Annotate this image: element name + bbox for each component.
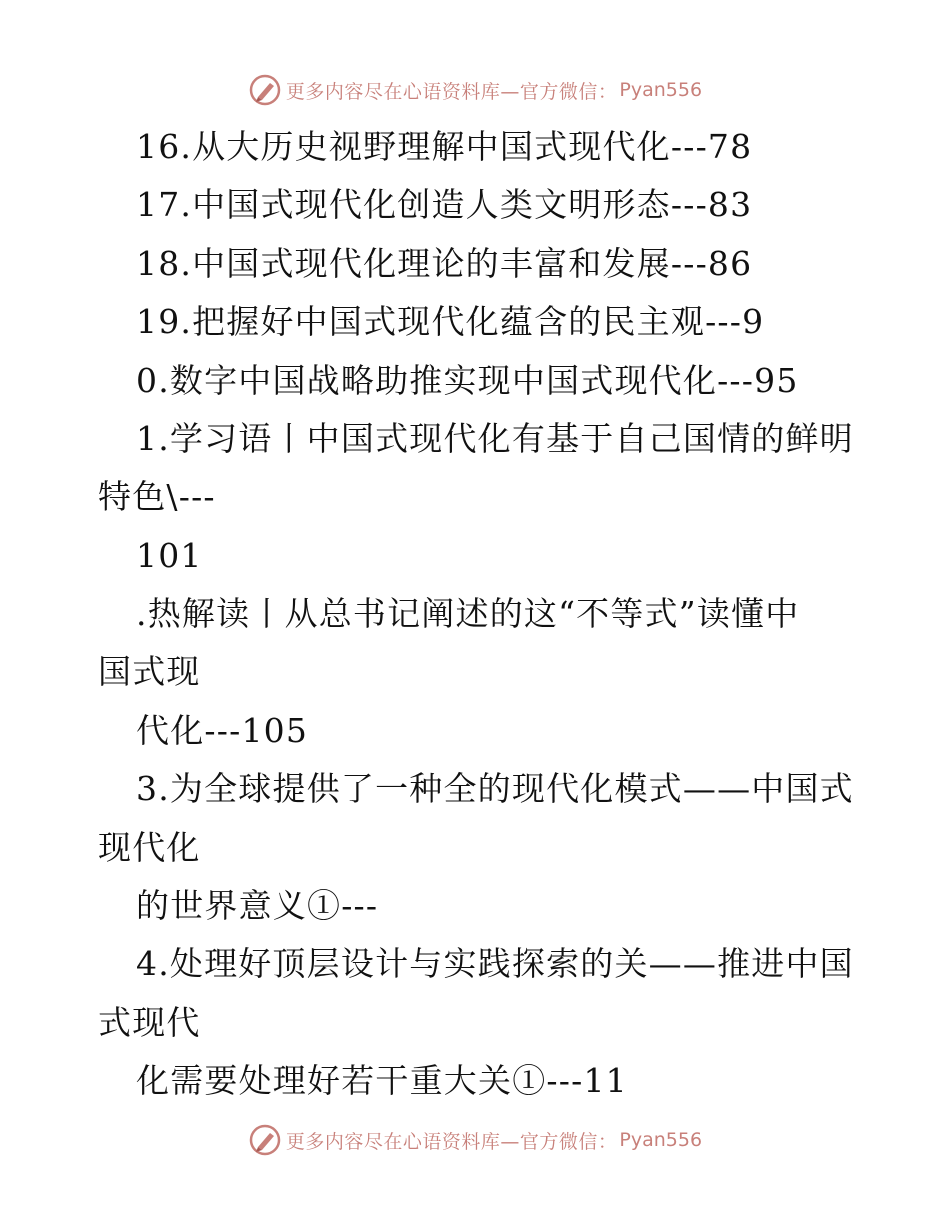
toc-line: 101 xyxy=(136,536,203,575)
toc-line: 代化---105 xyxy=(136,711,309,750)
toc-line: 0.数字中国战略助推实现中国式现代化---95 xyxy=(136,361,799,400)
toc-line: 现代化 xyxy=(98,828,201,867)
toc-line: 3.为全球提供了一种全的现代化模式——中国式 xyxy=(136,769,854,808)
toc-line: 化需要处理好若干重大关①---11 xyxy=(136,1061,628,1100)
toc-line: 18.中国式现代化理论的丰富和发展---86 xyxy=(136,244,753,283)
watermark-text: 更多内容尽在心语资料库—官方微信： xyxy=(285,80,618,103)
toc-line: .热解读丨从总书记阐述的这“不等式”读懂中 xyxy=(136,594,800,633)
watermark-wechat-id: Pyan556 xyxy=(619,79,703,101)
toc-line: 1.学习语丨中国式现代化有基于自己国情的鲜明 xyxy=(136,419,854,458)
toc-line: 16.从大历史视野理解中国式现代化---78 xyxy=(136,127,753,166)
watermark-footer xyxy=(0,1120,950,1160)
toc-line: 式现代 xyxy=(98,1003,201,1042)
toc-line: 特色\--- xyxy=(98,477,216,516)
pen-logo-icon xyxy=(248,73,282,107)
toc-line: 4.处理好顶层设计与实践探索的关——推进中国 xyxy=(136,944,854,983)
toc-line: 国式现 xyxy=(98,652,201,691)
watermark-wechat-id: Pyan556 xyxy=(619,1129,703,1151)
watermark-text: 更多内容尽在心语资料库—官方微信： xyxy=(285,1130,618,1153)
toc-line: 的世界意义①--- xyxy=(136,886,379,925)
toc-line: 19.把握好中国式现代化蕴含的民主观---9 xyxy=(136,302,765,341)
watermark-header xyxy=(0,70,950,110)
pen-logo-icon xyxy=(248,1123,282,1157)
toc-line: 17.中国式现代化创造人类文明形态---83 xyxy=(136,185,753,224)
